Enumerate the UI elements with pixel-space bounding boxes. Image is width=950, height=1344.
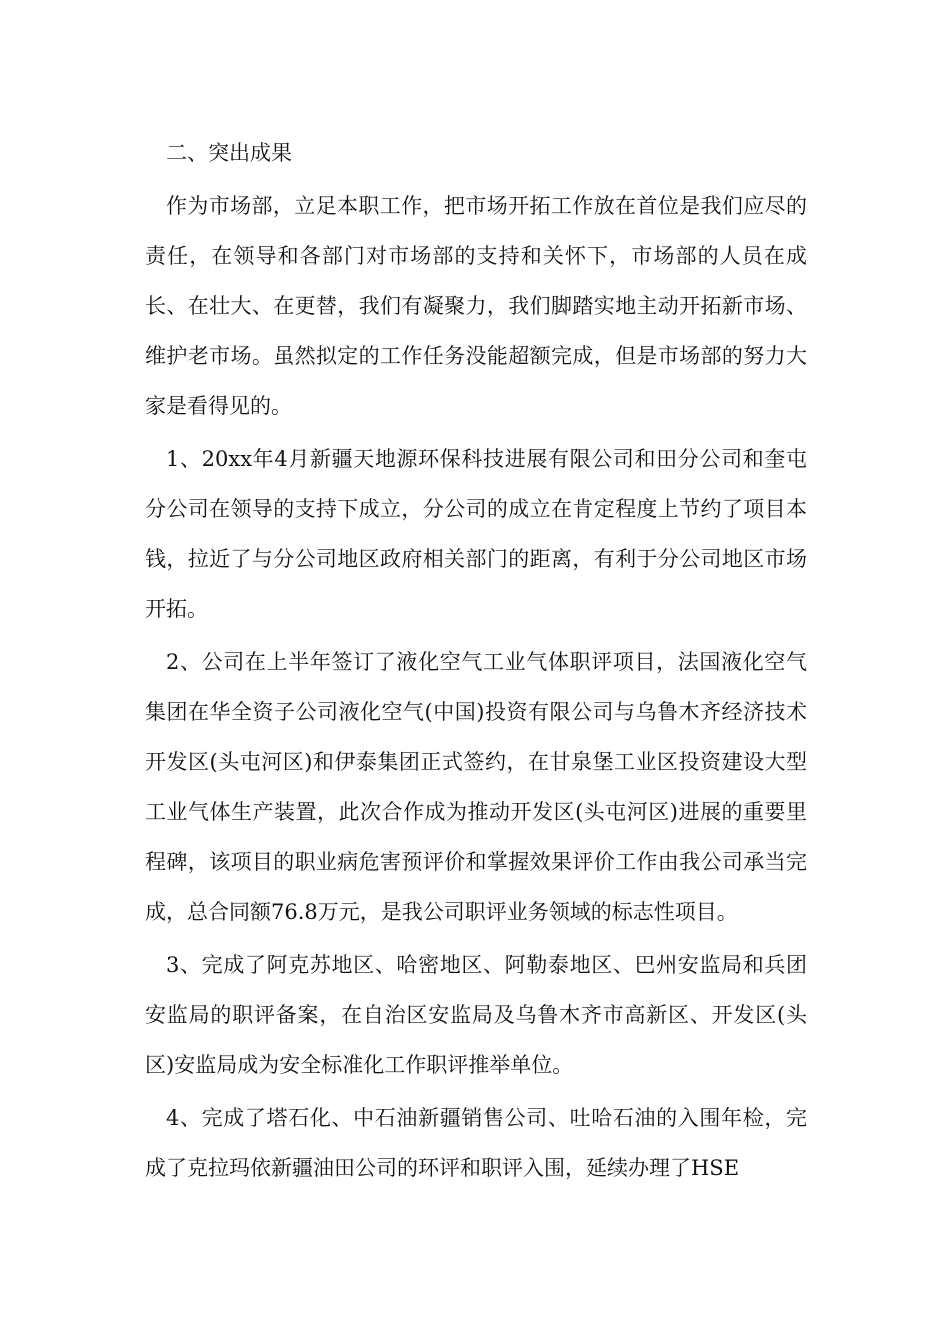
paragraph-item-4: 4、完成了塔石化、中石油新疆销售公司、吐哈石油的入围年检，完成了克拉玛依新疆油田公司的环评和职评入围，延续办理了HSE	[145, 1106, 807, 1180]
section-heading: 二、突出成果	[166, 141, 292, 165]
paragraph-item-3: 3、完成了阿克苏地区、哈密地区、阿勒泰地区、巴州安监局和兵团安监局的职评备案，在自治区安监局及乌鲁木齐市高新区、开发区(头区)安监局成为安全标准化工作职评推举单位。	[145, 953, 807, 1077]
paragraph-intro: 作为市场部，立足本职工作，把市场开拓工作放在首位是我们应尽的责任，在领导和各部门对市场部的支持和关怀下，市场部的人员在成长、在壮大、在更替，我们有凝聚力，我们脚踏实地主动开拓新市场、维护老市场。虽然拟定的工作任务没能超额完成，但是市场部的努力大家是看得见的。	[145, 194, 807, 418]
paragraph-item-2: 2、公司在上半年签订了液化空气工业气体职评项目，法国液化空气集团在华全资子公司液化空气(中国)投资有限公司与乌鲁木齐经济技术开发区(头屯河区)和伊泰集团正式签约，在甘泉堡工业区投资建设大型工业气体生产装置，此次合作成为推动开发区(头屯河区)进展的重要里程碑，该项目的职业病危害预评价和掌握效果评价工作由我公司承当完成，总合同额76.8万元，是我公司职评业务领域的标志性项目。	[145, 650, 807, 924]
paragraph-item-1: 1、20xx年4月新疆天地源环保科技进展有限公司和田分公司和奎屯分公司在领导的支持下成立，分公司的成立在肯定程度上节约了项目本钱，拉近了与分公司地区政府相关部门的距离，有利于分公司地区市场开拓。	[145, 447, 807, 621]
document-body	[145, 128, 807, 1196]
